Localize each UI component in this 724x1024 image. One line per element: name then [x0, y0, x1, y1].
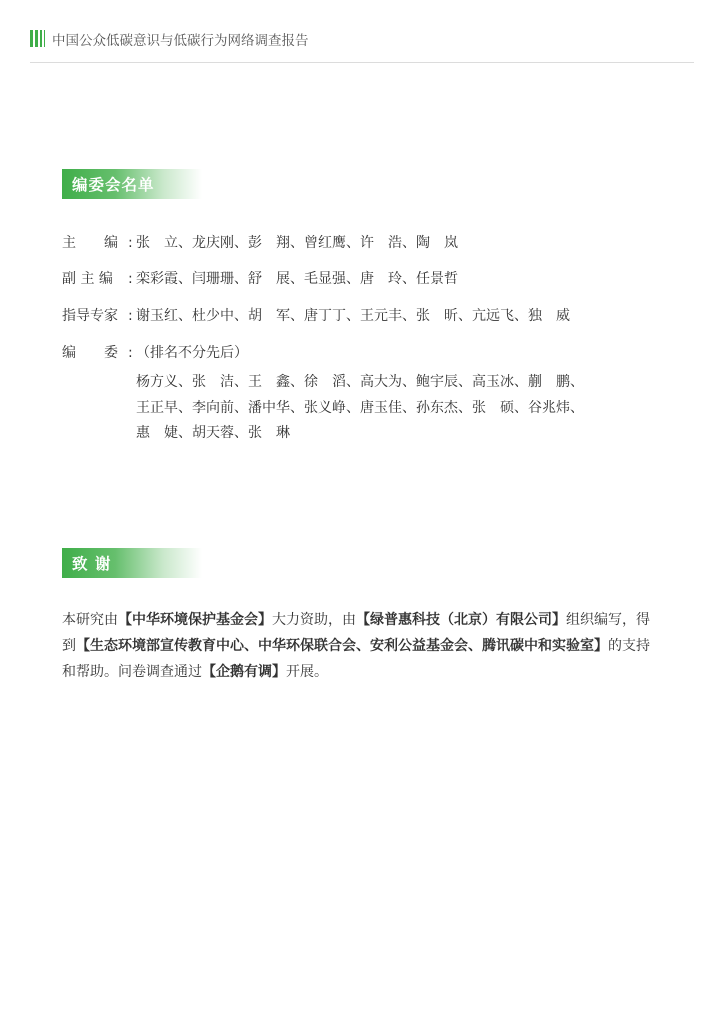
ack-author-org: 【绿普惠科技（北京）有限公司】 — [356, 612, 566, 628]
members-line: 惠 婕、胡天蓉、张 琳 — [136, 425, 290, 441]
editorial-section-tag — [62, 169, 202, 199]
acknowledgement-paragraph — [62, 607, 662, 685]
acknowledgement-section-tag — [62, 548, 202, 578]
ack-survey-platform: 【企鹅有调】 — [202, 664, 286, 680]
row-value: （排名不分先后） — [136, 345, 248, 361]
page-header — [30, 26, 694, 63]
ack-supporters: 【生态环境部宣传教育中心、中华环保联合会、安利公益基金会、腾讯碳中和实验室】 — [76, 638, 608, 654]
ack-text: 的支持和帮助。问卷调查通过 — [62, 638, 650, 680]
members-line: 王正早、李向前、潘中华、张义峥、唐玉佳、孙东杰、张 硕、谷兆炜、 — [136, 400, 584, 416]
report-logo-icon — [30, 30, 46, 47]
committee-members-row: 编 委 : （排名不分先后） — [62, 342, 248, 362]
ack-text: 组织编写，得到 — [62, 612, 650, 654]
deputy-editor-row: 副 主 编 : 栾彩霞、闫珊珊、舒 展、毛显强、唐 玲、任景哲 — [62, 268, 458, 288]
editor-in-chief-row: 主 编 : 张 立、龙庆刚、彭 翔、曾红鹰、许 浩、陶 岚 — [62, 232, 458, 252]
row-label: 编 委 — [62, 345, 118, 361]
row-label: 主 编 — [62, 235, 118, 251]
row-label: 副 主 编 — [62, 271, 113, 287]
report-title: 中国公众低碳意识与低碳行为网络调查报告 — [52, 33, 309, 49]
row-label: 指导专家 — [62, 308, 118, 324]
ack-text: 大力资助，由 — [272, 612, 356, 628]
ack-text: 开展。 — [286, 664, 328, 680]
ack-text: 本研究由 — [62, 612, 118, 628]
acknowledgement-section-title: 致 谢 — [72, 555, 112, 573]
ack-sponsor: 【中华环境保护基金会】 — [118, 612, 272, 628]
expert-advisors-row: 指导专家 : 谢玉红、杜少中、胡 军、唐丁丁、王元丰、张 昕、亢远飞、独 威 — [62, 305, 570, 325]
members-line: 杨方义、张 洁、王 鑫、徐 滔、高大为、鲍宇辰、高玉冰、蒯 鹏、 — [136, 374, 584, 390]
row-value: 栾彩霞、闫珊珊、舒 展、毛显强、唐 玲、任景哲 — [136, 271, 458, 287]
editorial-section-title: 编委会名单 — [72, 176, 155, 194]
row-value: 张 立、龙庆刚、彭 翔、曾红鹰、许 浩、陶 岚 — [136, 235, 458, 251]
row-value: 谢玉红、杜少中、胡 军、唐丁丁、王元丰、张 昕、亢远飞、独 威 — [136, 308, 570, 324]
